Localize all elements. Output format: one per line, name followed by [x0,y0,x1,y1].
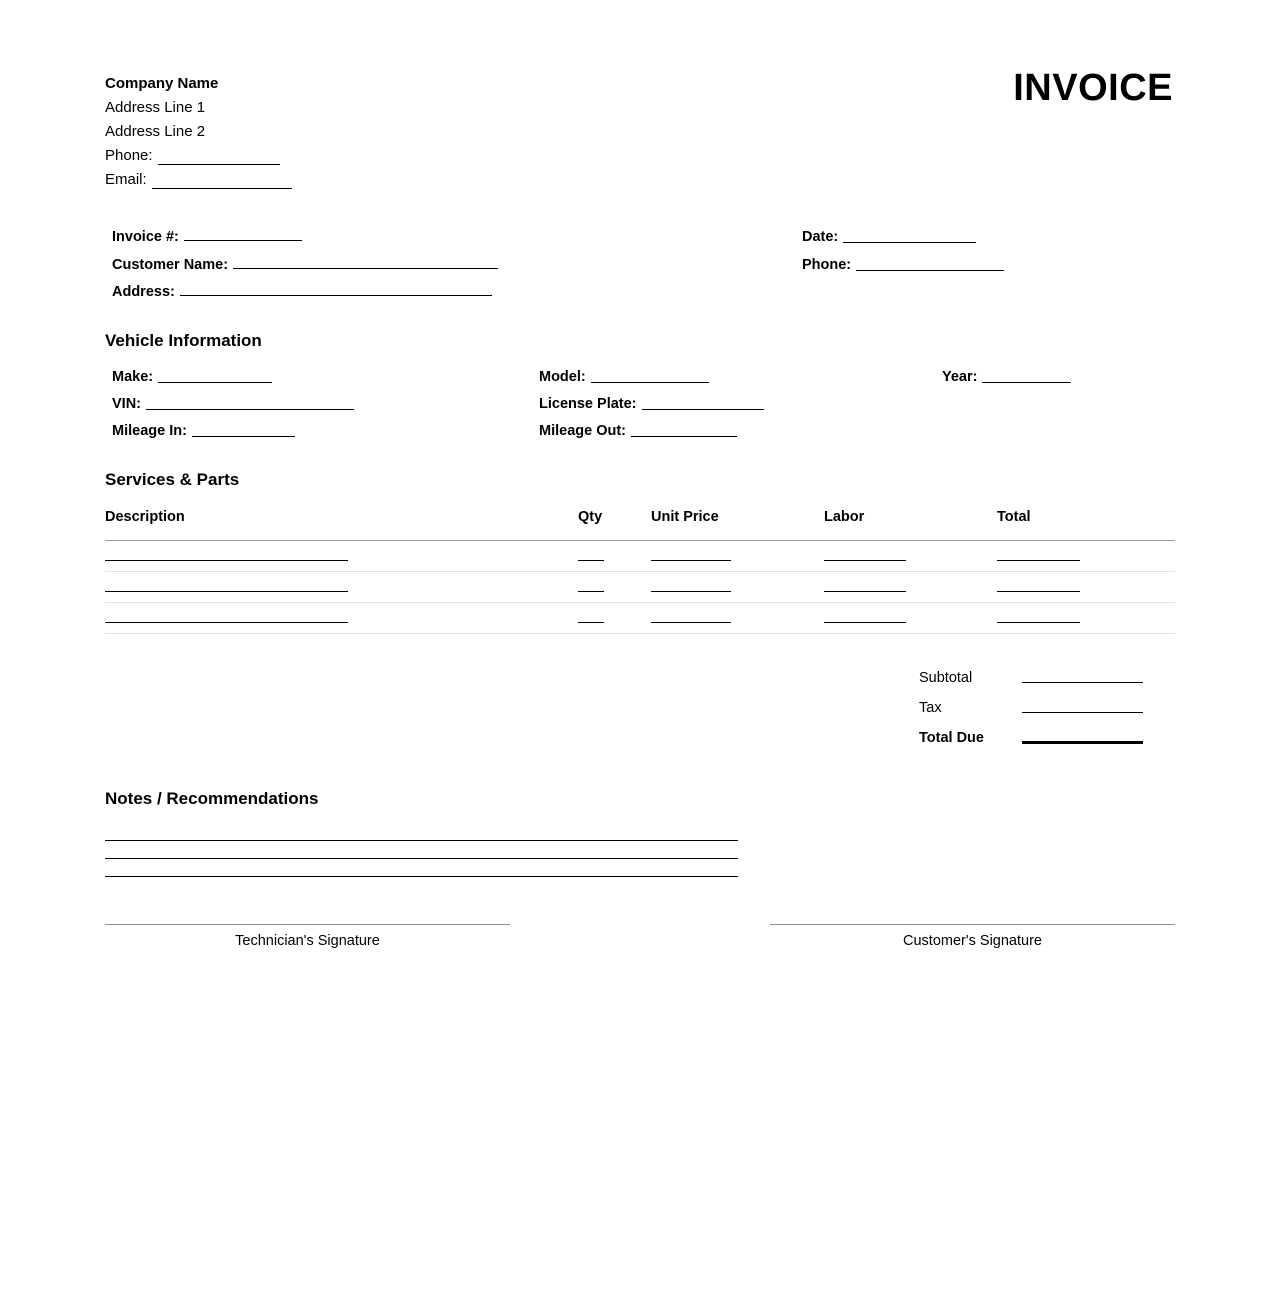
totals-row-subtotal [919,663,1175,693]
vehicle-information-heading: Vehicle Information [105,331,262,350]
vin-input[interactable] [146,409,354,410]
tax-value-field[interactable] [1022,712,1143,713]
mileage-in-label: Mileage In: [112,423,187,439]
cell-description[interactable] [105,622,578,633]
company-block [105,72,292,192]
subtotal-value-field[interactable] [1022,682,1143,683]
cell-total[interactable] [997,560,1175,571]
totals-block [919,663,1175,753]
column-header-unit-price: Unit Price [651,509,719,525]
meta-row-address [112,284,1173,312]
model-field-group [539,368,942,386]
cell-total[interactable] [997,622,1175,633]
company-email-field[interactable] [152,188,292,189]
year-input[interactable] [982,382,1071,383]
mileage-out-label: Mileage Out: [539,423,627,439]
table-row [105,541,1175,572]
total-input-line[interactable] [997,591,1080,592]
vin-label: VIN: [112,396,141,412]
services-parts-heading: Services & Parts [105,470,240,489]
total-input-line[interactable] [997,560,1080,561]
meta-row-customer-phone [112,256,1173,284]
make-field-group [112,368,539,386]
customer-name-field-group [112,257,802,273]
invoice-header [105,67,1173,192]
license-plate-input[interactable] [642,409,764,410]
qty-input-line[interactable] [578,591,604,592]
year-label: Year: [942,369,978,385]
company-address-line-2: Address Line 2 [105,123,206,140]
customer-phone-input[interactable] [856,270,1004,271]
qty-input-line[interactable] [578,622,604,623]
mileage-out-field-group [539,422,942,440]
company-address-line-1: Address Line 1 [105,99,206,116]
tax-label: Tax [919,700,942,716]
company-phone-label: Phone: [105,147,153,164]
cell-labor[interactable] [824,622,997,633]
year-field-group [942,368,1162,386]
cell-unit-price[interactable] [651,591,824,602]
subtotal-label: Subtotal [919,670,973,686]
column-header-total: Total [997,509,1031,525]
company-name: Company Name [105,75,219,92]
cell-unit-price[interactable] [651,622,824,633]
mileage-in-field-group [112,422,539,440]
cell-description[interactable] [105,591,578,602]
invoice-title: INVOICE [1013,67,1173,109]
model-label: Model: [539,369,586,385]
technician-signature-caption: Technician's Signature [235,933,380,949]
model-input[interactable] [591,382,709,383]
column-header-labor: Labor [824,509,865,525]
cell-labor[interactable] [824,591,997,602]
customer-address-input[interactable] [180,295,492,296]
customer-name-label: Customer Name: [112,257,229,273]
customer-address-label: Address: [112,284,175,300]
labor-input-line[interactable] [824,591,906,592]
technician-signature-line[interactable] [105,924,510,925]
description-input-line[interactable] [105,591,348,592]
cell-qty[interactable] [578,622,651,633]
vehicle-row-3 [112,422,1173,449]
license-plate-field-group [539,395,942,413]
unit-price-input-line[interactable] [651,560,731,561]
vehicle-row-1 [112,368,1173,395]
company-phone-row [105,144,292,168]
customer-name-input[interactable] [233,268,498,269]
note-line[interactable] [105,823,738,841]
cell-total[interactable] [997,591,1175,602]
description-input-line[interactable] [105,622,348,623]
make-input[interactable] [158,382,272,383]
mileage-out-input[interactable] [631,436,737,437]
date-label: Date: [802,229,839,245]
mileage-in-input[interactable] [192,436,295,437]
table-header-row [105,509,1175,541]
column-header-qty: Qty [578,509,603,525]
labor-input-line[interactable] [824,560,906,561]
customer-signature-block [770,924,1175,949]
vehicle-row-2 [112,395,1173,422]
company-email-row [105,168,292,192]
table-row [105,603,1175,634]
note-line[interactable] [105,841,738,859]
company-email-label: Email: [105,171,147,188]
total-due-label: Total Due [919,730,984,746]
date-input[interactable] [843,242,976,243]
table-row [105,572,1175,603]
cell-qty[interactable] [578,560,651,571]
vehicle-information-fields [112,368,1173,449]
qty-input-line[interactable] [578,560,604,561]
invoice-number-input[interactable] [184,240,302,241]
customer-phone-label: Phone: [802,257,852,273]
cell-description[interactable] [105,560,578,571]
customer-signature-line[interactable] [770,924,1175,925]
total-due-value-field[interactable] [1022,741,1143,744]
signatures-section [105,924,1175,949]
total-input-line[interactable] [997,622,1080,623]
column-header-description: Description [105,509,185,525]
company-phone-field[interactable] [158,164,280,165]
invoice-meta [112,228,1173,312]
invoice-number-field-group [112,229,802,245]
description-input-line[interactable] [105,560,348,561]
invoice-number-label: Invoice #: [112,229,179,245]
notes-recommendations-heading: Notes / Recommendations [105,789,319,808]
vin-field-group [112,395,539,413]
date-field-group [802,228,976,246]
totals-row-tax [919,693,1175,723]
make-label: Make: [112,369,154,385]
license-plate-label: License Plate: [539,396,637,412]
customer-phone-field-group [802,256,1004,274]
totals-row-total-due [919,723,1175,753]
cell-labor[interactable] [824,560,997,571]
services-parts-table [105,509,1175,634]
customer-signature-caption: Customer's Signature [903,933,1042,949]
customer-address-field-group [112,284,802,300]
meta-row-invoice-date [112,228,1173,256]
technician-signature-block [105,924,510,949]
labor-input-line[interactable] [824,622,906,623]
unit-price-input-line[interactable] [651,591,731,592]
unit-price-input-line[interactable] [651,622,731,623]
cell-unit-price[interactable] [651,560,824,571]
note-line[interactable] [105,859,738,877]
notes-field [105,823,738,877]
cell-qty[interactable] [578,591,651,602]
